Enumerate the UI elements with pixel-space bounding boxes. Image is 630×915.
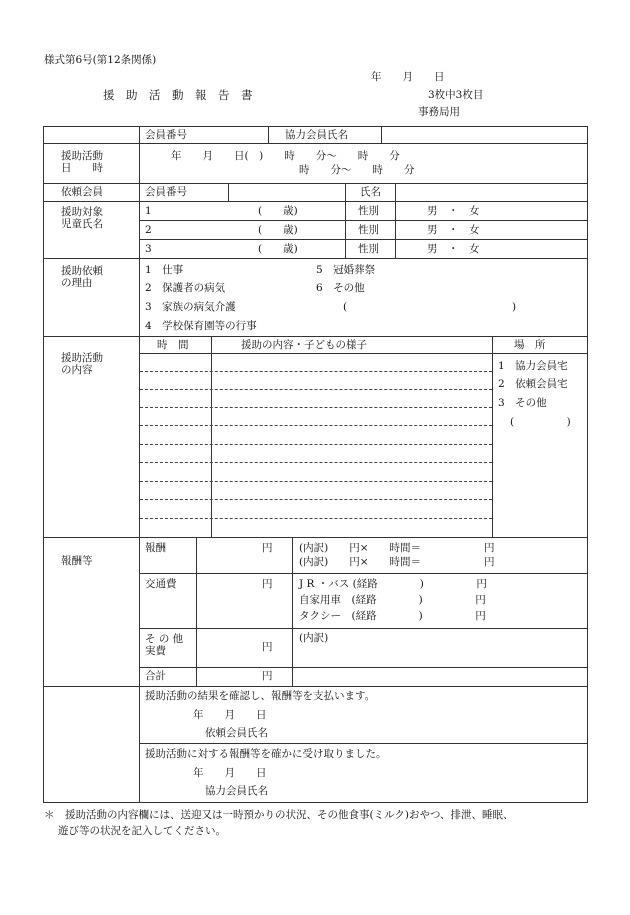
activity-time-header: 時 間	[157, 339, 189, 351]
footnote: ＊ 援助活動の内容欄には、送迎又は一時預かりの状況、その他食事(ミルク)おやつ、排泄、睡眠、 遊び等の状況を記入してください。	[44, 809, 514, 838]
activity-place-header: 場 所	[514, 339, 546, 351]
requester-confirm-text: 援助活動の結果を確認し、報酬等を支払います。	[145, 690, 376, 702]
fee-breakdown-1[interactable]: (内訳) 円× 時間＝ 円	[299, 542, 495, 554]
child-gender-label: 性別	[358, 224, 379, 236]
requester-confirm-date[interactable]: 年 月 日	[193, 709, 267, 721]
place-other-paren: ( )	[510, 416, 571, 428]
other-expenses-yen: 円	[262, 641, 273, 653]
reason-other-paren-close: )	[512, 301, 517, 313]
reason-label: 援助依頼 の理由	[61, 265, 103, 290]
child-number: 2	[145, 224, 152, 236]
reason-option-school-event[interactable]: 4 学校保育園等の行事	[145, 320, 257, 332]
transport-label: 交通費	[145, 578, 177, 590]
reason-option-family-care[interactable]: 3 家族の病気介護	[145, 301, 236, 313]
reason-option-ceremony[interactable]: 5 冠婚葬祭	[316, 264, 376, 276]
transport-taxi[interactable]: タクシー (経路 ) 円	[299, 610, 486, 622]
activity-content-header: 援助の内容・子どもの様子	[241, 339, 367, 351]
fee-label: 報酬	[145, 542, 166, 554]
transport-private-car[interactable]: 自家用車 (経路 ) 円	[299, 594, 486, 606]
place-option-other[interactable]: 3 その他	[498, 397, 547, 409]
requester-name-label: 氏名	[360, 186, 381, 198]
fee-breakdown-2[interactable]: (内訳) 円× 時間＝ 円	[299, 556, 495, 568]
child-gender-options[interactable]: 男 ・ 女	[427, 205, 480, 217]
child-gender-options[interactable]: 男 ・ 女	[427, 224, 480, 236]
total-yen: 円	[262, 670, 273, 682]
helper-confirm-text: 援助活動に対する報酬等を確かに受け取りました。	[145, 748, 387, 760]
requester-label: 依頼会員	[61, 186, 103, 198]
total-label: 合計	[145, 670, 166, 682]
transport-train-bus[interactable]: J R ・バス (経路 ) 円	[299, 578, 487, 590]
reason-other-paren-open: (	[343, 301, 348, 313]
child-age[interactable]: ( 歳)	[258, 224, 298, 236]
helper-confirm-date[interactable]: 年 月 日	[193, 767, 267, 779]
reason-option-guardian-illness[interactable]: 2 保護者の病気	[145, 282, 226, 294]
child-number: 3	[145, 243, 152, 255]
fee-yen: 円	[262, 542, 273, 554]
reason-option-work[interactable]: 1 仕事	[145, 264, 184, 276]
child-gender-label: 性別	[358, 205, 379, 217]
office-use-label: 事務局用	[418, 106, 460, 118]
helper-name-field[interactable]	[382, 127, 586, 142]
place-option-requester-home[interactable]: 2 依頼会員宅	[498, 378, 568, 390]
activity-label: 援助活動 の内容	[61, 352, 103, 377]
child-age[interactable]: ( 歳)	[258, 205, 298, 217]
other-expenses-label: そ の 他 実費	[145, 633, 184, 658]
children-label: 援助対象 児童氏名	[61, 206, 103, 231]
fees-label: 報酬等	[61, 555, 93, 567]
form-number: 様式第6号(第12条関係)	[44, 54, 157, 66]
child-age[interactable]: ( 歳)	[258, 243, 298, 255]
datetime-line-2[interactable]: 時 分〜 時 分	[299, 164, 415, 176]
member-number-label: 会員番号	[145, 129, 187, 141]
document-title: 援 助 活 動 報 告 書	[103, 88, 253, 102]
transport-yen: 円	[262, 578, 273, 590]
helper-name-label: 協力会員氏名	[285, 129, 348, 141]
requester-number-label: 会員番号	[145, 186, 187, 198]
datetime-line-1[interactable]: 年 月 日( ) 時 分〜 時 分	[171, 150, 400, 162]
requester-signature-label[interactable]: 依頼会員氏名	[205, 727, 268, 739]
other-expenses-breakdown[interactable]: (内訳)	[299, 632, 329, 644]
helper-signature-label[interactable]: 協力会員氏名	[205, 785, 268, 797]
child-gender-label: 性別	[358, 243, 379, 255]
place-option-helper-home[interactable]: 1 協力会員宅	[498, 360, 568, 372]
copy-info: 3枚中3枚目	[428, 89, 484, 101]
child-gender-options[interactable]: 男 ・ 女	[427, 243, 480, 255]
child-number: 1	[145, 205, 152, 217]
report-date: 年 月 日	[371, 71, 445, 83]
datetime-label: 援助活動 日 時	[61, 150, 103, 175]
reason-option-other[interactable]: 6 その他	[316, 282, 365, 294]
